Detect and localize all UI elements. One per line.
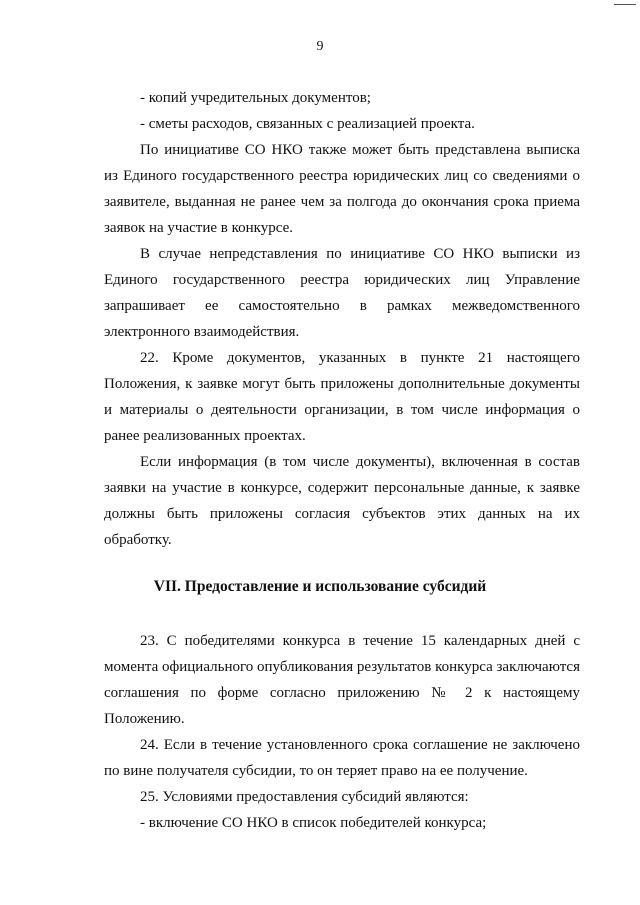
body-text-top: [104, 85, 580, 553]
list-item-cost-estimate: - сметы расходов, связанных с реализацией проекта.: [140, 116, 475, 132]
scan-corner-mark: [614, 4, 636, 5]
paragraph-22: 22. Кроме документов, указанных в пункте 21 настоящего Положения, к заявке могут быть приложены дополнительные документы и материалы о деятельности организации, в том числе информация о ранее реализованных проектах.: [104, 350, 580, 444]
page-number: 9: [316, 39, 324, 54]
paragraph-24: 24. Если в течение установленного срока соглашение не заключено по вине получателя субсидии, то он теряет право на ее получение.: [104, 737, 580, 779]
paragraph-registry-extract: По инициативе СО НКО также может быть представлена выписка из Единого государственного реестра юридических лиц со сведениями о заявителе, выданная не ранее чем за полгода до окончания срока приема заявок на участие в конкурсе.: [104, 142, 580, 236]
list-item-winners-list: - включение СО НКО в список победителей конкурса;: [140, 815, 487, 831]
body-text-bottom: [104, 628, 580, 836]
paragraph-23: 23. С победителями конкурса в течение 15 календарных дней с момента официального опубликования результатов конкурса заключаются соглашения по форме согласно приложению № 2 к настоящему Положению.: [104, 633, 580, 727]
paragraph-interagency-request: В случае непредставления по инициативе СО НКО выписки из Единого государственного реестра юридических лиц Управление запрашивает ее самостоятельно в рамках межведомственного электронного взаимодействия.: [104, 246, 580, 340]
list-item-founding-docs: - копий учредительных документов;: [140, 90, 371, 106]
section-heading: VII. Предоставление и использование субсидий: [153, 578, 487, 595]
paragraph-personal-data: Если информация (в том числе документы), включенная в состав заявки на участие в конкурсе, содержит персональные данные, к заявке должны быть приложены согласия субъектов этих данных на их обработку.: [104, 454, 580, 548]
paragraph-25: 25. Условиями предоставления субсидий являются:: [140, 789, 469, 805]
